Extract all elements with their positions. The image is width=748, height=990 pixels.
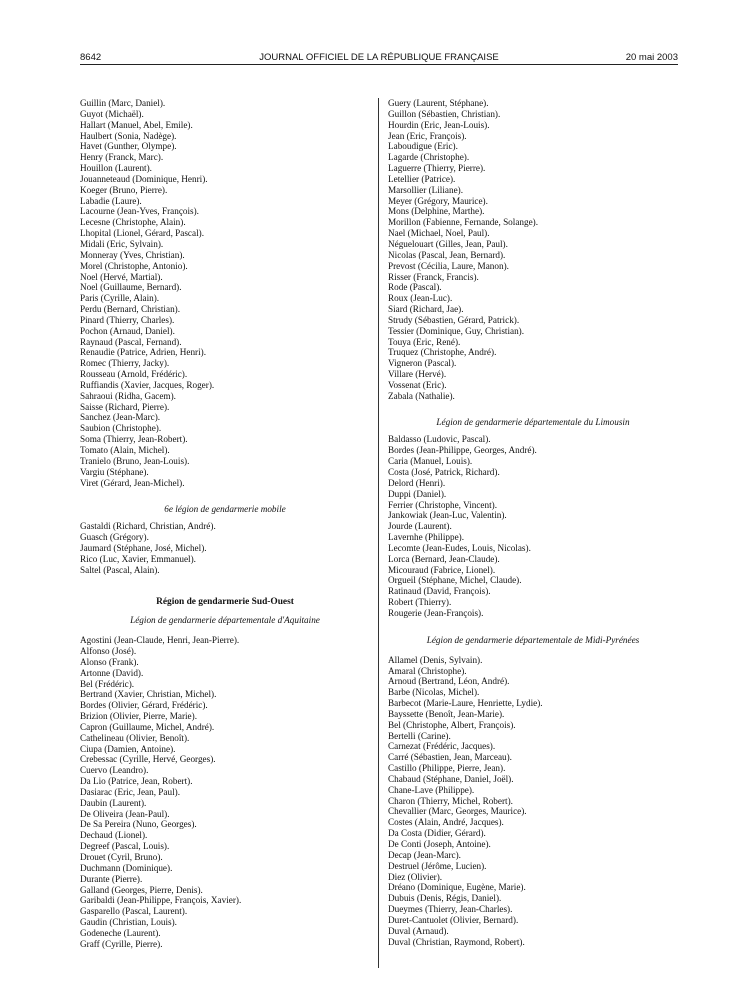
name-list [80, 98, 370, 488]
list-item: Bordes (Jean-Philippe, Georges, André). [388, 445, 537, 456]
section-heading: Légion de gendarmerie départementale du Limousin [436, 416, 630, 427]
list-item: Bordes (Olivier, Gérard, Frédéric). [80, 700, 208, 711]
list-item: Amaral (Christophe). [388, 665, 467, 676]
list-item: Houillon (Laurent). [80, 163, 152, 174]
list-item: Truquez (Christophe, André). [388, 347, 497, 358]
list-item: Morillon (Fabienne, Fernande, Solange). [388, 217, 539, 228]
journal-title: JOURNAL OFFICIEL DE LA RÉPUBLIQUE FRANÇAISE [259, 52, 499, 63]
issue-date: 20 mai 2003 [625, 52, 678, 63]
name-list [388, 655, 678, 948]
list-item: Daubin (Laurent). [80, 797, 147, 808]
list-item: Ferrier (Christophe, Vincent). [388, 499, 497, 510]
list-item: Duppi (Daniel). [388, 488, 447, 499]
list-item: Orgueil (Stéphane, Michel, Claude). [388, 575, 522, 586]
list-item: Rico (Luc, Xavier, Emmanuel). [80, 553, 196, 564]
region-heading: Région de gendarmerie Sud-Ouest [156, 597, 294, 608]
list-item: Paris (Cyrille, Alain). [80, 293, 160, 304]
list-item: Saisse (Richard, Pierre). [80, 401, 170, 412]
list-item: Lorca (Bernard, Jean-Claude). [388, 553, 500, 564]
list-item: Saltel (Pascal, Alain). [80, 564, 160, 575]
list-item: Crebessac (Cyrille, Hervé, Georges). [80, 754, 216, 765]
list-item: Laguerre (Thierry, Pierre). [388, 163, 486, 174]
list-item: Duval (Christian, Raymond, Robert). [388, 936, 525, 947]
list-item: Costes (Alain, André, Jacques). [388, 817, 504, 828]
list-item: De Sa Pereira (Nuno, Georges). [80, 819, 197, 830]
list-item: Monneray (Yves, Christian). [80, 249, 185, 260]
section-heading: Légion de gendarmerie départementale de Midi-Pyrénées [426, 634, 640, 645]
list-item: Gasparello (Pascal, Laurent). [80, 906, 188, 917]
list-item: Labadie (Laure). [80, 195, 142, 206]
section-heading: 6e légion de gendarmerie mobile [164, 504, 286, 515]
list-item: Nael (Michael, Noel, Paul). [388, 228, 490, 239]
list-item: Delord (Henri). [388, 477, 446, 488]
list-item: Dréano (Dominique, Eugène, Marie). [388, 882, 526, 893]
list-item: Costa (José, Patrick, Richard). [388, 467, 500, 477]
list-item: Guery (Laurent, Stéphane). [388, 98, 489, 108]
list-item: Perdu (Bernard, Christian). [80, 304, 181, 315]
left-column [80, 98, 370, 950]
list-item: Dubuis (Denis, Régis, Daniel). [388, 893, 502, 904]
list-item: Bel (Frédéric). [80, 678, 135, 689]
name-list [388, 98, 678, 402]
list-item: Jouanneteaud (Dominique, Henri). [80, 173, 208, 184]
list-item: Strudy (Sébastien, Gérard, Patrick). [388, 314, 520, 325]
list-item: Galland (Georges, Pierre, Denis). [80, 884, 203, 895]
list-item: Guillin (Marc, Daniel). [80, 98, 166, 108]
list-item: Guyot (Michaël). [80, 108, 144, 119]
list-item: Rougerie (Jean-François). [388, 607, 484, 618]
right-column [388, 98, 678, 947]
list-item: Marsollier (Liliane). [388, 184, 464, 195]
list-item: Alonso (Frank). [80, 656, 139, 667]
list-item: Raynaud (Pascal, Fernand). [80, 336, 182, 347]
list-item: Hourdin (Eric, Jean-Louis). [388, 119, 490, 130]
list-item: Soma (Thierry, Jean-Robert). [80, 434, 188, 445]
list-item: Noel (Guillaume, Bernard). [80, 282, 182, 293]
list-item: Ciupa (Damien, Antoine). [80, 743, 176, 754]
list-item: Ruffiandis (Xavier, Jacques, Roger). [80, 379, 215, 390]
list-item: Sahraoui (Ridha, Gacem). [80, 390, 176, 401]
list-item: Lhopital (Lionel, Gérard, Pascal). [80, 228, 204, 239]
list-item: Diez (Olivier). [388, 871, 443, 882]
list-item: Barbecot (Marie-Laure, Henriette, Lydie). [388, 698, 543, 709]
list-item: Zabala (Nathalie). [388, 390, 455, 401]
section-heading: Légion de gendarmerie départementale d'Aquitaine [130, 615, 320, 626]
column-divider [378, 98, 379, 968]
list-item: Dechaud (Lionel). [80, 830, 148, 841]
list-item: Barbe (Nicolas, Michel). [388, 687, 480, 698]
list-item: Duval (Arnaud). [388, 925, 449, 936]
list-item: Pochon (Arnaud, Daniel). [80, 325, 175, 336]
list-item: Garibaldi (Jean-Philippe, François, Xavier). [80, 895, 242, 906]
list-item: Arnoud (Bertrand, Léon, André). [388, 676, 510, 687]
list-item: Morel (Christophe, Antonio). [80, 260, 188, 271]
list-item: Laboudigue (Eric). [388, 141, 458, 152]
name-list [80, 521, 370, 575]
name-list [80, 635, 370, 949]
list-item: Henry (Franck, Marc). [80, 152, 164, 163]
list-item: Viret (Gérard, Jean-Michel). [80, 477, 185, 488]
list-item: Renaudie (Patrice, Adrien, Henri). [80, 347, 207, 358]
list-item: Romec (Thierry, Jacky). [80, 358, 170, 369]
list-item: Graff (Cyrille, Pierre). [80, 938, 163, 949]
list-item: Charon (Thierry, Michel, Robert). [388, 795, 513, 806]
list-item: Koeger (Bruno, Pierre). [80, 184, 168, 195]
list-item: Vossenat (Eric). [388, 379, 447, 390]
list-item: Alfonso (José). [80, 645, 137, 656]
list-item: De Conti (Joseph, Antoine). [388, 839, 491, 849]
list-item: Carré (Sébastien, Jean, Marceau). [388, 752, 512, 763]
list-item: Midali (Eric, Sylvain). [80, 238, 164, 249]
list-item: Bertelli (Carine). [388, 730, 451, 741]
list-item: Vargiu (Stéphane). [80, 466, 149, 477]
list-item: Lacourne (Jean-Yves, François). [80, 206, 199, 217]
list-item: Sanchez (Jean-Marc). [80, 412, 161, 423]
list-item: Godeneche (Laurent). [80, 927, 161, 938]
list-item: Nicolas (Pascal, Jean, Bernard). [388, 249, 506, 260]
name-list [388, 434, 678, 618]
list-item: Noel (Hervé, Martial). [80, 271, 163, 282]
list-item: Allamel (Denis, Sylvain). [388, 654, 483, 665]
list-item: Dasiarac (Eric, Jean, Paul). [80, 786, 180, 797]
list-item: Letellier (Patrice). [388, 173, 456, 184]
list-item: Gaudin (Christian, Louis). [80, 917, 177, 928]
list-item: Da Costa (Didier, Gérard). [388, 828, 486, 839]
list-item: Havet (Gunther, Olympe). [80, 141, 177, 152]
list-item: Destruel (Jérôme, Lucien). [388, 860, 487, 871]
list-item: Chane-Lave (Philippe). [388, 784, 475, 795]
list-item: Carnezat (Frédéric, Jacques). [388, 741, 496, 752]
list-item: Risser (Franck, Francis). [388, 271, 479, 282]
list-item: Chabaud (Stéphane, Daniel, Joël). [388, 773, 514, 784]
list-item: Guillon (Sébastien, Christian). [388, 108, 501, 119]
list-item: Haulbert (Sonia, Nadège). [80, 130, 177, 141]
list-item: Jean (Eric, François). [388, 130, 467, 141]
list-item: Brizion (Olivier, Pierre, Marie). [80, 711, 197, 722]
list-item: De Oliveira (Jean-Paul). [80, 808, 170, 819]
list-item: Cathelineau (Olivier, Benoît). [80, 732, 190, 743]
list-item: Bel (Christophe, Albert, François). [388, 719, 516, 730]
list-item: Decap (Jean-Marc). [388, 849, 461, 860]
list-item: Lavernhe (Philippe). [388, 532, 465, 543]
list-item: Jourde (Laurent). [388, 521, 452, 532]
list-item: Jankowiak (Jean-Luc, Valentin). [388, 510, 507, 521]
list-item: Rousseau (Arnold, Frédéric). [80, 369, 188, 380]
list-item: Bertrand (Xavier, Christian, Michel). [80, 689, 217, 700]
list-item: Roux (Jean-Luc). [388, 293, 453, 304]
list-item: Agostini (Jean-Claude, Henri, Jean-Pierre). [80, 635, 240, 646]
list-item: Lecomte (Jean-Eudes, Louis, Nicolas). [388, 542, 531, 553]
list-item: Da Lio (Patrice, Jean, Robert). [80, 776, 193, 787]
list-item: Dueymes (Thierry, Jean-Charles). [388, 904, 513, 915]
list-item: Lecesne (Christophe, Alain). [80, 217, 186, 228]
list-item: Drouet (Cyril, Bruno). [80, 852, 163, 862]
list-item: Vigneron (Pascal). [388, 358, 457, 369]
list-item: Durante (Pierre). [80, 873, 143, 884]
list-item: Tessier (Dominique, Guy, Christian). [388, 325, 525, 336]
list-item: Rode (Pascal). [388, 282, 442, 293]
list-item: Micouraud (Fabrice, Lionel). [388, 564, 496, 575]
list-item: Villare (Hervé). [388, 369, 447, 380]
list-item: Cuervo (Leandro). [80, 765, 149, 776]
list-item: Duret-Cantuolet (Olivier, Bernard). [388, 914, 519, 925]
list-item: Guasch (Grégory). [80, 532, 149, 543]
list-item: Robert (Thierry). [388, 597, 452, 608]
list-item: Bayssette (Benoît, Jean-Marie). [388, 708, 505, 719]
list-item: Capron (Guillaume, Michel, André). [80, 721, 215, 732]
list-item: Hallart (Manuel, Abel, Emile). [80, 119, 193, 130]
list-item: Prevost (Cécilia, Laure, Manon). [388, 260, 509, 271]
list-item: Tomato (Alain, Michel). [80, 445, 170, 455]
list-item: Néguelouart (Gilles, Jean, Paul). [388, 238, 508, 249]
list-item: Castillo (Philippe, Pierre, Jean). [388, 763, 506, 774]
page-number: 8642 [80, 52, 102, 63]
list-item: Ratinaud (David, François). [388, 586, 491, 597]
header-rule [80, 64, 678, 65]
list-item: Mons (Delphine, Marthe). [388, 206, 485, 217]
list-item: Caria (Manuel, Louis). [388, 456, 473, 467]
list-item: Gastaldi (Richard, Christian, André). [80, 521, 216, 532]
list-item: Duchmann (Dominique). [80, 862, 173, 873]
list-item: Tranielo (Bruno, Jean-Louis). [80, 455, 190, 466]
list-item: Jaumard (Stéphane, José, Michel). [80, 542, 207, 553]
list-item: Degreef (Pascal, Louis). [80, 841, 170, 852]
list-item: Chevallier (Marc, Georges, Maurice). [388, 806, 527, 817]
list-item: Baldasso (Ludovic, Pascal). [388, 434, 491, 445]
list-item: Siard (Richard, Jae). [388, 304, 464, 315]
list-item: Lagarde (Christophe). [388, 152, 470, 163]
list-item: Saubion (Christophe). [80, 423, 162, 434]
list-item: Meyer (Grégory, Maurice). [388, 195, 488, 206]
list-item: Touya (Eric, René). [388, 336, 461, 347]
list-item: Pinard (Thierry, Charles). [80, 314, 175, 325]
list-item: Artonne (David). [80, 667, 144, 678]
